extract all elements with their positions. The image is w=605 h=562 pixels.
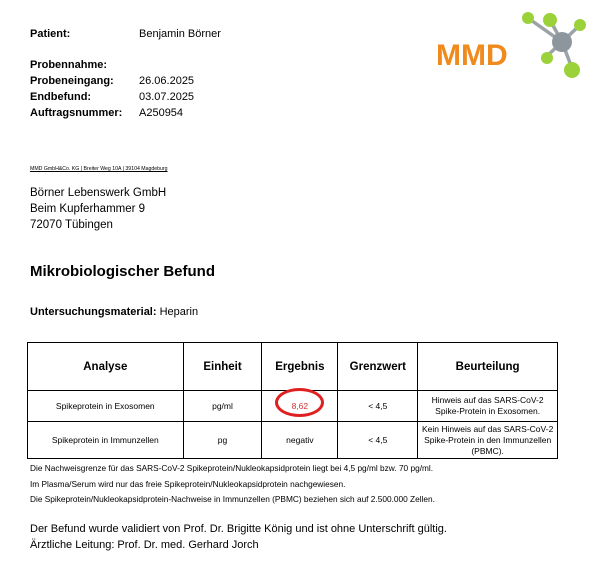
cell-einheit: pg <box>183 422 262 459</box>
patient-label: Patient: <box>30 28 71 40</box>
sender-line: MMD GmbH&Co. KG | Breiter Weg 10A | 39104 Magdeburg <box>30 166 168 172</box>
recipient-line-1: Börner Lebenswerk GmbH <box>30 187 167 199</box>
cell-ergebnis: 8,62 <box>262 391 338 422</box>
cell-analyse: Spikeprotein in Immunzellen <box>28 422 184 459</box>
probeneingang-label: Probeneingang: <box>30 75 114 87</box>
note-1: Die Nachweisgrenze für das SARS-CoV-2 Spikeprotein/Nukleokapsidprotein liegt bei 4,5 pg/ml bzw. 70 pg/ml. <box>30 463 434 473</box>
header-ergebnis: Ergebnis <box>262 343 338 391</box>
cell-ergebnis: negativ <box>262 422 338 459</box>
cell-grenzwert: < 4,5 <box>338 422 418 459</box>
auftragsnummer-value: A250954 <box>139 107 184 119</box>
page-title: Mikrobiologischer Befund <box>30 263 216 280</box>
logo-text: MMD <box>436 39 508 72</box>
cell-beurteilung: Kein Hinweis auf das SARS-CoV-2 Spike-Protein in den Immunzellen (PBMC). <box>418 422 558 459</box>
cell-beurteilung: Hinweis auf das SARS-CoV-2 Spike-Protein in Exosomen. <box>418 391 558 422</box>
molecule-logo-icon <box>432 8 592 88</box>
recipient-line-2: Beim Kupferhammer 9 <box>30 203 146 215</box>
mmd-logo <box>432 8 592 88</box>
patient-name: Benjamin Börner <box>139 28 221 40</box>
medical-director-text: Ärztliche Leitung: Prof. Dr. med. Gerhard Jorch <box>30 539 259 551</box>
endbefund-label: Endbefund: <box>30 91 92 103</box>
table-header-row <box>28 343 558 391</box>
validation-text: Der Befund wurde validiert von Prof. Dr. Brigitte König und ist ohne Unterschrift gültig. <box>30 523 447 535</box>
note-2: Im Plasma/Serum wird nur das freie Spikeprotein/Nukleokapsidprotein nachgewiesen. <box>30 479 346 489</box>
cell-grenzwert: < 4,5 <box>338 391 418 422</box>
header-einheit: Einheit <box>183 343 262 391</box>
header-analyse: Analyse <box>28 343 184 391</box>
probennahme-label: Probennahme: <box>30 59 108 71</box>
endbefund-value: 03.07.2025 <box>139 91 195 103</box>
auftragsnummer-label: Auftragsnummer: <box>30 107 123 119</box>
highlight-circle <box>275 388 324 417</box>
header-beurteilung: Beurteilung <box>418 343 558 391</box>
probeneingang-value: 26.06.2025 <box>139 75 195 87</box>
note-3: Die Spikeprotein/Nukleokapsidprotein-Nachweise in Immunzellen (PBMC) beziehen sich auf 2.500.000 Zellen. <box>30 494 435 504</box>
header-grenzwert: Grenzwert <box>338 343 418 391</box>
cell-analyse: Spikeprotein in Exosomen <box>28 391 184 422</box>
table-row <box>28 422 558 459</box>
recipient-line-3: 72070 Tübingen <box>30 219 113 231</box>
material-label: Untersuchungsmaterial: <box>30 306 157 318</box>
material-value: Heparin <box>159 306 199 318</box>
cell-einheit: pg/ml <box>183 391 262 422</box>
